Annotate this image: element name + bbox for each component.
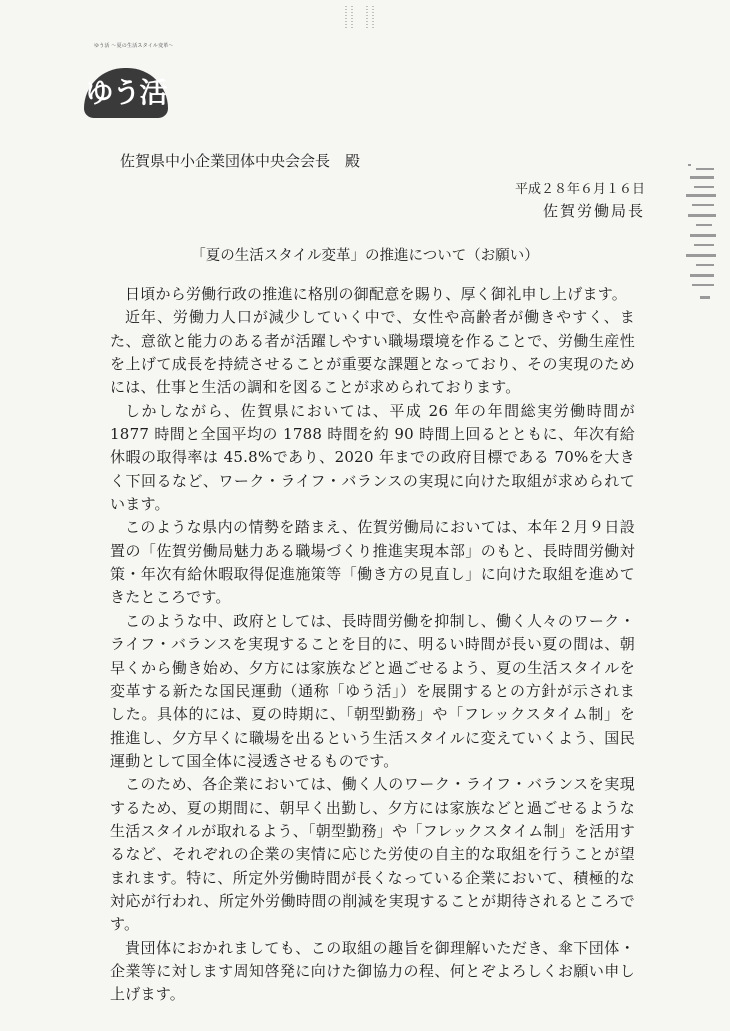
date-line: 平成２８年６月１６日 (514, 182, 645, 197)
body-paragraph: しかしながら、佐賀県においては、平成 26 年の年間総実労働時間が 1877 時間と全国平均の 1788 時間を約 90 時間上回るとともに、年次有給休暇の取得率は 45.8%であり、2020 年までの政府目標である 70%を大きく下回るなど、ワーク・ライフ・バランスの実現に向けた取組が求められています。 (110, 401, 635, 514)
body-paragraph: 近年、労働力人口が減少していく中で、女性や高齢者が働きやすく、また、意欲と能力のある者が活躍しやすい職場環境を作ることで、労働生産性を上げて成長を持続させることが重要な課題となっており、その実現のためには、仕事と生活の調和を図ることが求められております。 (110, 308, 635, 397)
body-paragraph: 貴団体におかれましても、この取組の趣旨を御理解いただき、傘下団体・企業等に対します周知啓発に向けた御協力の程、何とぞよろしくお願い申し上げます。 (110, 938, 635, 1004)
scan-mark-right (676, 160, 730, 320)
yukatsu-logo (80, 38, 190, 128)
scan-mark-top (340, 4, 380, 32)
sender-line: 佐賀労働局長 (542, 202, 645, 220)
logo-mark: ゆう活 (84, 68, 168, 118)
subject-line: 「夏の生活スタイル変革」の推進について（お願い） (191, 248, 539, 264)
letter-body (110, 283, 635, 1007)
body-paragraph: このような中、政府としては、長時間労働を抑制し、働く人々のワーク・ライフ・バランスを実現することを目的に、明るい時間が長い夏の間は、朝早くから働き始め、夕方には家族などと過ごせるよう、夏の生活スタイルを変革する新たな国民運動（通称「ゆう活」）を展開するとの方針が示されました。具体的には、夏の時期に、「朝型勤務」や「フレックスタイム制」を推進し、夕方早くに職場を出るという生活スタイルに変えていくよう、国民運動として国全体に浸透させるものです。 (110, 611, 635, 770)
logo-tagline: ゆう活 〜夏の生活スタイル変革〜 (94, 43, 174, 49)
body-paragraph: このため、各企業においては、働く人のワーク・ライフ・バランスを実現するため、夏の期間に、朝早く出勤し、夕方には家族などと過ごせるような生活スタイルが取れるよう、「朝型勤務」や「フレックスタイム制」を活用するなど、それぞれの企業の実情に応じた労使の自主的な取組を行うことが望まれます。特に、所定外労働時間が長くなっている企業において、積極的な対応が行われ、所定外労働時間の削減を実現することが期待されるところです。 (110, 775, 635, 934)
body-paragraph: 日頃から労働行政の推進に格別の御配意を賜り、厚く御礼申し上げます。 (125, 285, 628, 303)
recipient-line: 佐賀県中小企業団体中央会会長 殿 (120, 152, 361, 170)
body-paragraph: このような県内の情勢を踏まえ、佐賀労働局においては、本年２月９日設置の「佐賀労働局魅力ある職場づくり推進実現本部」のもと、長時間労働対策・年次有給休暇取得促進施策等「働き方の見直し」に向けた取組を進めてきたところです。 (110, 518, 635, 607)
